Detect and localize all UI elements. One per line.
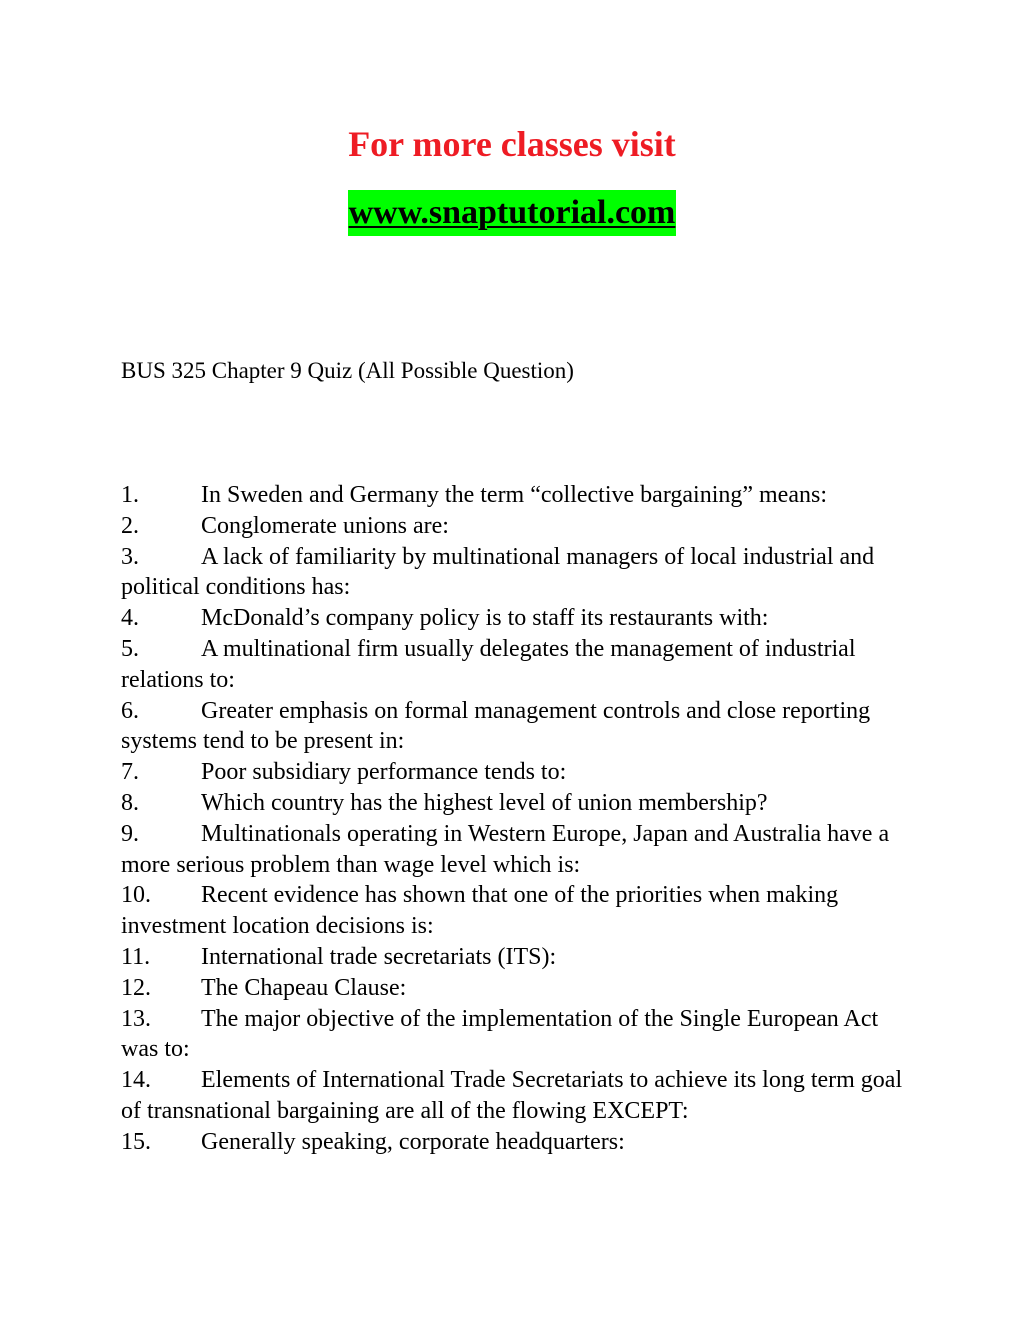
question-item	[121, 973, 911, 1004]
question-item	[121, 511, 911, 542]
question-text: A lack of familiarity by multinational managers of local industrial and political conditions has:	[121, 543, 875, 601]
question-item	[121, 480, 911, 511]
question-text: A multinational firm usually delegates the management of industrial relations to:	[121, 635, 856, 693]
question-text: The major objective of the implementation of the Single European Act was to:	[121, 1005, 879, 1063]
question-number: 11.	[121, 943, 151, 970]
question-item	[121, 603, 911, 634]
question-text: Greater emphasis on formal management controls and close reporting systems tend to be present in:	[121, 697, 871, 755]
question-text: The Chapeau Clause:	[201, 974, 407, 1001]
question-number: 12.	[121, 974, 151, 1001]
question-item	[121, 819, 911, 881]
question-number: 15.	[121, 1128, 151, 1155]
question-number: 9.	[121, 820, 139, 847]
website-link[interactable]: www.snaptutorial.com	[348, 190, 677, 236]
question-text: In Sweden and Germany the term “collective bargaining” means:	[201, 482, 827, 508]
question-number: 1.	[121, 482, 139, 508]
question-item	[121, 757, 911, 788]
question-number: 7.	[121, 759, 139, 786]
question-number: 10.	[121, 882, 151, 909]
question-number: 13.	[121, 1005, 151, 1032]
document-title: BUS 325 Chapter 9 Quiz (All Possible Question)	[121, 358, 574, 383]
question-item	[121, 634, 911, 696]
question-number: 8.	[121, 789, 139, 816]
question-text: Poor subsidiary performance tends to:	[201, 759, 567, 786]
question-number: 2.	[121, 512, 139, 539]
question-number: 3.	[121, 543, 139, 570]
question-text: Recent evidence has shown that one of the priorities when making investment location decisions is:	[121, 882, 839, 940]
question-text: Conglomerate unions are:	[201, 512, 449, 539]
question-text: International trade secretariats (ITS):	[201, 943, 557, 970]
question-text: Which country has the highest level of union membership?	[201, 789, 768, 816]
question-item	[121, 1004, 911, 1066]
question-text: Multinationals operating in Western Europe, Japan and Australia have a more serious problem than wage level which is:	[121, 820, 890, 878]
question-number: 4.	[121, 605, 139, 632]
question-text: McDonald’s company policy is to staff its restaurants with:	[201, 605, 769, 632]
promo-link-container	[0, 190, 1024, 236]
question-number: 14.	[121, 1067, 151, 1094]
question-list	[121, 480, 911, 1158]
question-item	[121, 880, 911, 942]
question-item	[121, 942, 911, 973]
question-item	[121, 1127, 911, 1158]
promo-heading: For more classes visit	[348, 124, 676, 164]
question-text: Generally speaking, corporate headquarters:	[201, 1128, 625, 1155]
question-item	[121, 542, 911, 604]
question-item	[121, 1065, 911, 1127]
question-item	[121, 696, 911, 758]
question-number: 6.	[121, 697, 139, 724]
question-item	[121, 788, 911, 819]
question-text: Elements of International Trade Secretariats to achieve its long term goal of transnational bargaining are all of the flowing EXCEPT:	[121, 1067, 903, 1124]
question-number: 5.	[121, 635, 139, 662]
